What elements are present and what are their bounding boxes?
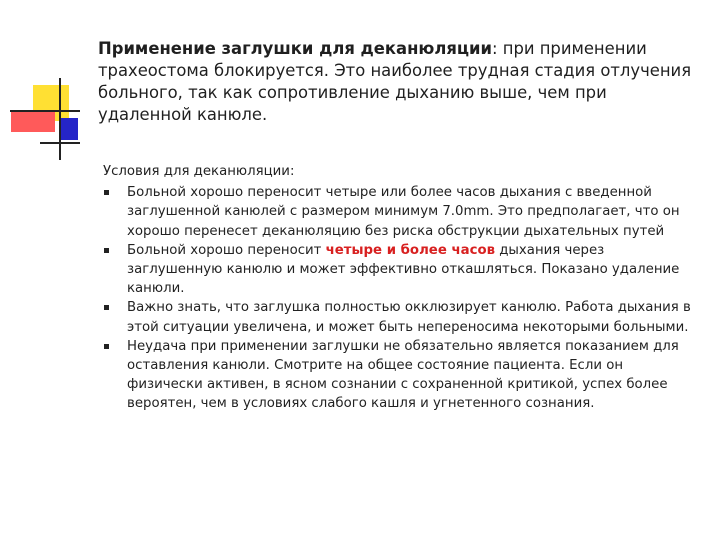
bullet-square-icon — [104, 190, 109, 195]
bullet-text: Больной хорошо переносит четыре или более часов дыхания с введенной заглушенной канюлей с размером минимум 7.0mm. Это предполагает, что он хорошо перенесет деканюляцию без риска обструкции дыхательных путей — [127, 185, 680, 239]
list-item — [103, 183, 698, 241]
decorative-horizontal-line — [10, 110, 80, 112]
conditions-intro: Условия для деканюляции: — [103, 164, 295, 179]
decorative-blue-square — [60, 118, 78, 140]
highlighted-text: четыре и более часов — [325, 242, 496, 258]
bullet-text: Важно знать, что заглушка полностью окклюзирует канюлю. Работа дыхания в этой ситуации увеличена, и может быть непереносима некоторыми больными. — [127, 300, 691, 335]
heading-rest: : при применении трахеостома блокируется. Это наиболее трудная стадия отлучения больного, так как сопротивление дыханию выше, чем при удаленной канюле. — [98, 39, 692, 124]
bullet-square-icon — [104, 344, 109, 349]
heading-bold-part: Применение заглушки для деканюляции — [98, 39, 492, 58]
list-item — [103, 298, 698, 336]
list-item — [103, 241, 698, 299]
decorative-red-bar — [11, 112, 55, 132]
bullet-text: Неудача при применении заглушки не обязательно является показанием для оставления канюли. Смотрите на общее состояние пациента. Если он физически активен, в ясном сознании с сохраненной критикой, успех более вероятен, чем в условиях слабого кашля и угнетенного сознания. — [127, 338, 679, 412]
conditions-list — [103, 183, 698, 413]
bullet-text-after: дыхания через заглушенную канюлю и может эффективно откашляться. Показано удаление канюли. — [127, 242, 680, 297]
slide-content — [103, 162, 698, 414]
bullet-text-before: Больной хорошо переносит — [127, 242, 326, 258]
decorative-vertical-line — [59, 78, 61, 160]
list-item — [103, 337, 698, 414]
bullet-square-icon — [104, 248, 109, 253]
bullet-square-icon — [104, 305, 109, 310]
slide-heading — [98, 38, 698, 126]
decorative-horizontal-line-short — [40, 142, 80, 144]
